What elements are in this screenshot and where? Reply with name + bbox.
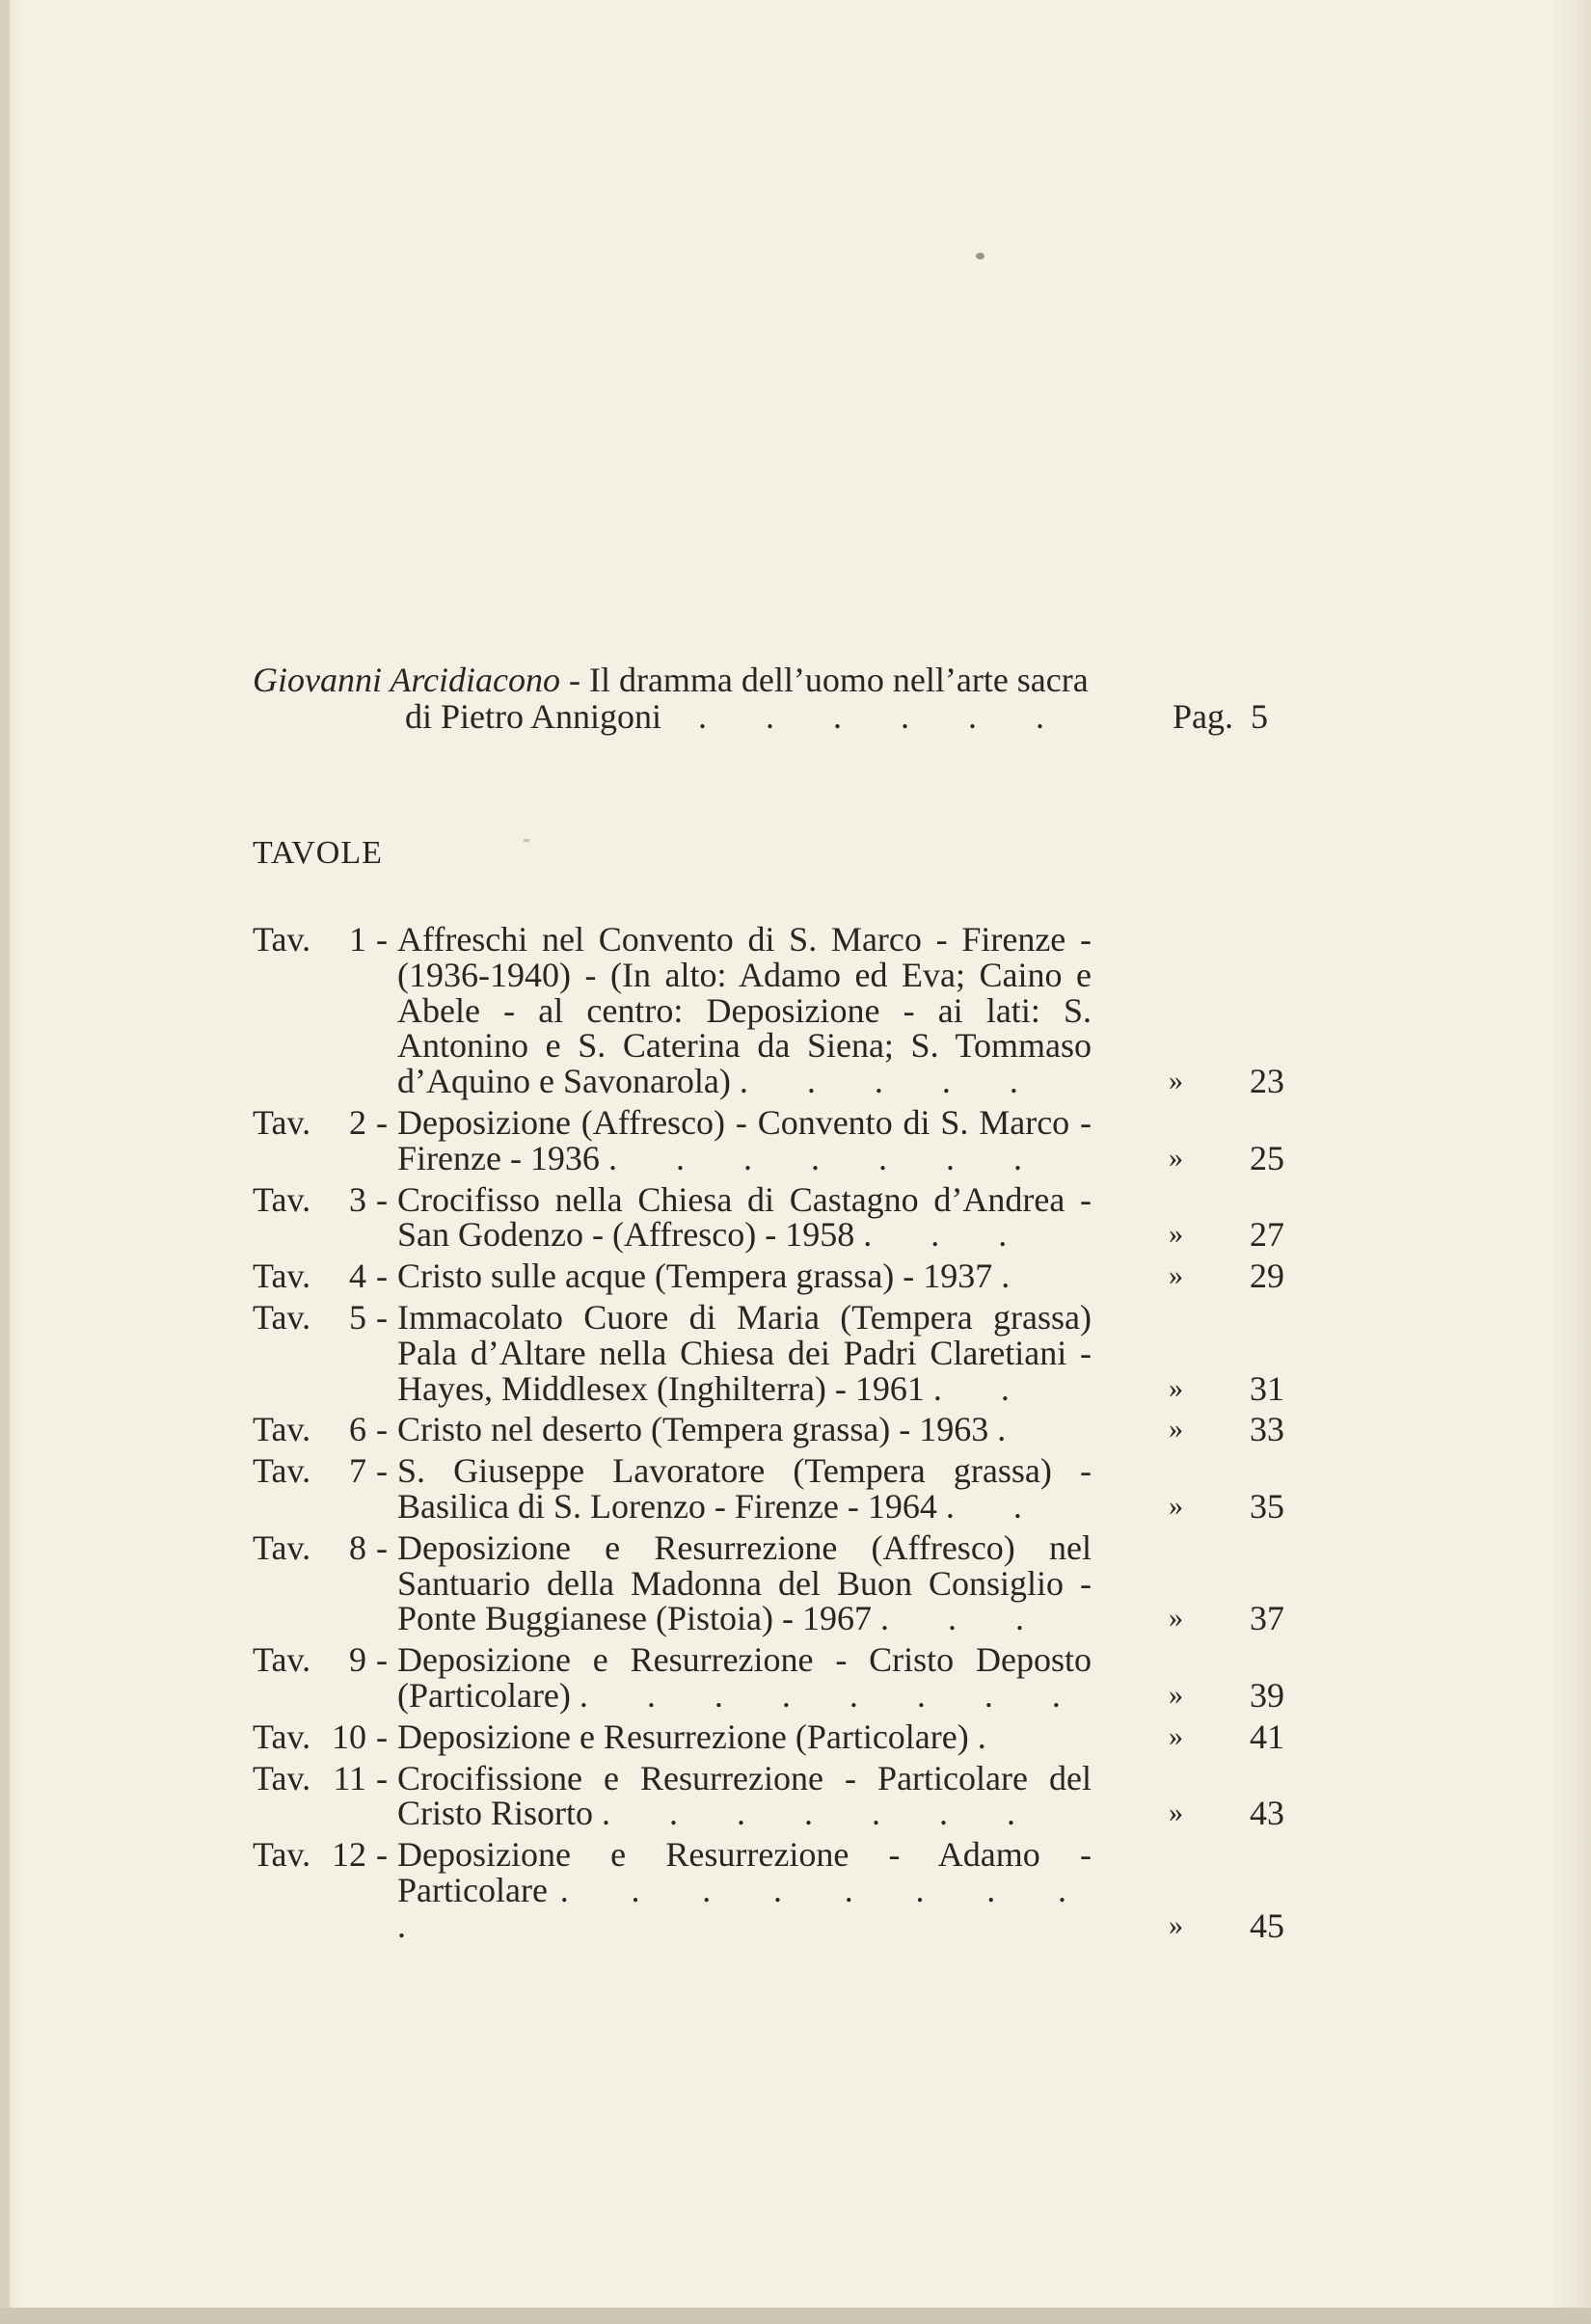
plate-description: [397, 1527, 1092, 1638]
plate-dot-leader: . . . . . . .: [602, 1794, 1041, 1833]
plate-description: [397, 1758, 1092, 1833]
plate-description-text: Cristo nel deserto (Tempera grassa) - 1963: [397, 1410, 989, 1449]
plate-page-ref: [1169, 1675, 1284, 1715]
plate-page-ref: [1169, 1258, 1284, 1294]
plate-label: Tav.: [253, 1179, 311, 1219]
plate-label: Tav.: [253, 1835, 311, 1875]
plate-description-text: Crocifissione e Resurrezione - Particolare del Cristo Risorto: [397, 1758, 1092, 1833]
intro-page-ref: [1173, 698, 1268, 735]
plate-entry: [253, 1102, 1304, 1177]
page-marker: »: [1169, 1797, 1183, 1829]
plate-description-text: S. Giuseppe Lavoratore (Tempera grassa) - Basilica di S. Lorenzo - Firenze - 1964: [397, 1451, 1092, 1526]
page-marker: »: [1169, 1259, 1183, 1292]
plates-list: [253, 922, 1304, 1950]
plate-label: Tav.: [253, 920, 311, 959]
page-marker: »: [1169, 1141, 1183, 1174]
paper-speck: [976, 253, 984, 259]
plate-dot-leader: . .: [932, 1368, 1035, 1408]
plate-page-ref: [1169, 1905, 1284, 1945]
plate-label: Tav.: [253, 1758, 311, 1797]
plate-description: [397, 922, 1092, 1099]
plate-dash: -: [376, 1758, 388, 1797]
plate-description-text: Deposizione e Resurrezione - Adamo - Particolare: [397, 1835, 1092, 1909]
plate-page-ref: [1169, 1217, 1284, 1253]
plate-dash: -: [376, 1102, 388, 1142]
plate-description-text: Deposizione e Resurrezione (Affresco) nel Santuario della Madonna del Buon Consiglio - Ponte Buggianese (Pistoia) - 1967: [397, 1527, 1092, 1638]
plate-description: [397, 1297, 1092, 1408]
plate-page-number: 37: [1250, 1599, 1284, 1638]
plate-description: [397, 1258, 1092, 1294]
plate-dash: -: [376, 1835, 388, 1875]
plate-description-text: Cristo sulle acque (Tempera grassa) - 1937: [397, 1257, 993, 1296]
intro-dot-leader: . . . . . .: [698, 697, 1069, 736]
plate-label: Tav.: [253, 1297, 311, 1337]
plate-entry: [253, 1837, 1304, 1943]
plate-dot-leader: . . .: [879, 1599, 1049, 1638]
plate-label: Tav.: [253, 1257, 311, 1296]
plate-page-number: 39: [1250, 1675, 1284, 1715]
plate-description: [397, 1453, 1092, 1525]
plate-entry: [253, 1179, 1304, 1255]
plate-dash: -: [376, 1179, 388, 1219]
intro-title-line-1: Il dramma dell’uomo nell’arte sacra: [588, 661, 1089, 699]
intro-page-label: Pag.: [1173, 697, 1233, 736]
plate-description-text: Affreschi nel Convento di S. Marco - Firenze - (1936-1940) - (In alto: Adamo ed Eva; Caino e Abele - al centro: Deposizione - ai lati: S. Antonino e S. Caterina da Siena; S. Tommaso d’Aquino e Savonarola): [397, 920, 1092, 1101]
intro-essay-entry: [253, 662, 1304, 735]
plate-page-number: 31: [1250, 1368, 1284, 1408]
page-marker: »: [1169, 1908, 1183, 1941]
plate-page-number: 45: [1250, 1905, 1284, 1945]
plate-dash: -: [376, 1527, 388, 1567]
plate-dash: -: [376, 1451, 388, 1491]
plate-page-ref: [1169, 1138, 1284, 1177]
plate-page-ref: [1169, 1716, 1284, 1756]
plate-description-text: Deposizione e Resurrezione (Particolare): [397, 1716, 969, 1756]
plate-entry: [253, 1642, 1304, 1714]
page-bottom-edge: [0, 2308, 1591, 2324]
plate-dot-leader: . . . . . . . .: [579, 1675, 1086, 1715]
plate-page-ref: [1169, 1486, 1284, 1526]
plate-page-number: 23: [1250, 1062, 1284, 1101]
binding-edge: [0, 0, 10, 2324]
plate-dash: -: [376, 1410, 388, 1449]
plate-description: [397, 1102, 1092, 1177]
plate-description: [397, 1837, 1092, 1943]
plate-description: [397, 1412, 1092, 1447]
plate-entry: [253, 1527, 1304, 1638]
plate-description: [397, 1642, 1092, 1714]
plate-page-ref: [1169, 1412, 1284, 1447]
plate-entry: [253, 922, 1304, 1099]
page-marker: »: [1169, 1218, 1183, 1251]
plate-number: 1: [349, 920, 366, 959]
plate-page-ref: [1169, 1796, 1284, 1831]
plate-label: Tav.: [253, 1410, 311, 1449]
plate-number: 9: [349, 1640, 366, 1680]
plate-dash: -: [376, 1297, 388, 1337]
intro-separator: -: [559, 661, 589, 699]
page-marker: »: [1169, 1602, 1183, 1635]
plate-label: Tav.: [253, 1716, 311, 1756]
page-marker: »: [1169, 1719, 1183, 1752]
plate-entry: [253, 1453, 1304, 1525]
page-marker: »: [1169, 1413, 1183, 1446]
page-marker: »: [1169, 1489, 1183, 1522]
page-marker: »: [1169, 1678, 1183, 1711]
plate-number: 4: [349, 1257, 366, 1296]
plate-page-number: 25: [1250, 1138, 1284, 1177]
plate-page-number: 41: [1250, 1716, 1284, 1756]
plate-label: Tav.: [253, 1451, 311, 1491]
plate-entry: [253, 1258, 1304, 1294]
plate-entry: [253, 1297, 1304, 1408]
intro-author: Giovanni Arcidiacono: [253, 661, 560, 699]
plate-dot-leader: .: [1001, 1257, 1036, 1296]
plate-number: 8: [349, 1527, 366, 1567]
plate-dot-leader: . . .: [863, 1215, 1033, 1255]
plate-number: 12: [332, 1835, 366, 1875]
plate-dash: -: [376, 920, 388, 959]
plate-dash: -: [376, 1716, 388, 1756]
plate-number: 10: [332, 1716, 366, 1756]
plate-number: 5: [349, 1297, 366, 1337]
plate-number: 6: [349, 1410, 366, 1449]
plate-label: Tav.: [253, 1640, 311, 1680]
plate-entry: [253, 1412, 1304, 1447]
plate-page-ref: [1169, 1601, 1284, 1636]
plate-page-number: 29: [1250, 1257, 1284, 1296]
intro-line-1: [253, 662, 1304, 698]
plate-dot-leader: .: [977, 1716, 1011, 1756]
page-marker: »: [1169, 1371, 1183, 1404]
plate-description: [397, 1716, 1092, 1756]
plate-dot-leader: . .: [945, 1486, 1047, 1526]
plate-page-number: 35: [1250, 1486, 1284, 1526]
plate-number: 3: [349, 1179, 366, 1219]
plate-label: Tav.: [253, 1527, 311, 1567]
plate-description-text: Crocifisso nella Chiesa di Castagno d’Andrea - San Godenzo - (Affresco) - 1958: [397, 1179, 1092, 1255]
plate-dot-leader: . . . . .: [739, 1062, 1043, 1101]
plate-page-ref: [1169, 1064, 1284, 1099]
intro-title-line-2: di Pietro Annigoni: [405, 697, 662, 736]
plate-number: 11: [333, 1758, 366, 1797]
plate-number: 7: [349, 1451, 366, 1491]
plate-entry: [253, 1758, 1304, 1833]
plate-dot-leader: .: [997, 1410, 1032, 1449]
plate-dot-leader: . . . . . . .: [607, 1138, 1047, 1177]
plate-page-number: 43: [1250, 1794, 1284, 1833]
intro-page-number: 5: [1251, 697, 1268, 736]
plate-page-number: 27: [1250, 1215, 1284, 1255]
plate-description-text: Deposizione (Affresco) - Convento di S. Marco - Firenze - 1936: [397, 1102, 1092, 1177]
plate-label: Tav.: [253, 1102, 311, 1142]
plate-dash: -: [376, 1257, 388, 1296]
plate-number: 2: [349, 1102, 366, 1142]
paper-speck-small: [524, 839, 529, 842]
plate-dash: -: [376, 1640, 388, 1680]
plate-page-ref: [1169, 1368, 1284, 1408]
plate-description-text: Deposizione e Resurrezione - Cristo Deposto (Particolare): [397, 1640, 1092, 1715]
section-heading-tavole: TAVOLE: [253, 835, 383, 871]
plate-description: [397, 1179, 1092, 1255]
page-marker: »: [1169, 1065, 1183, 1097]
plate-dot-leader: . . . . . . . . .: [397, 1870, 1092, 1945]
plate-description-text: Immacolato Cuore di Maria (Tempera grassa) Pala d’Altare nella Chiesa dei Padri Claretiani - Hayes, Middlesex (Inghilterra) - 1961: [397, 1297, 1092, 1408]
plate-entry: [253, 1716, 1304, 1756]
intro-line-2: [253, 698, 1304, 735]
plate-page-number: 33: [1250, 1410, 1284, 1449]
